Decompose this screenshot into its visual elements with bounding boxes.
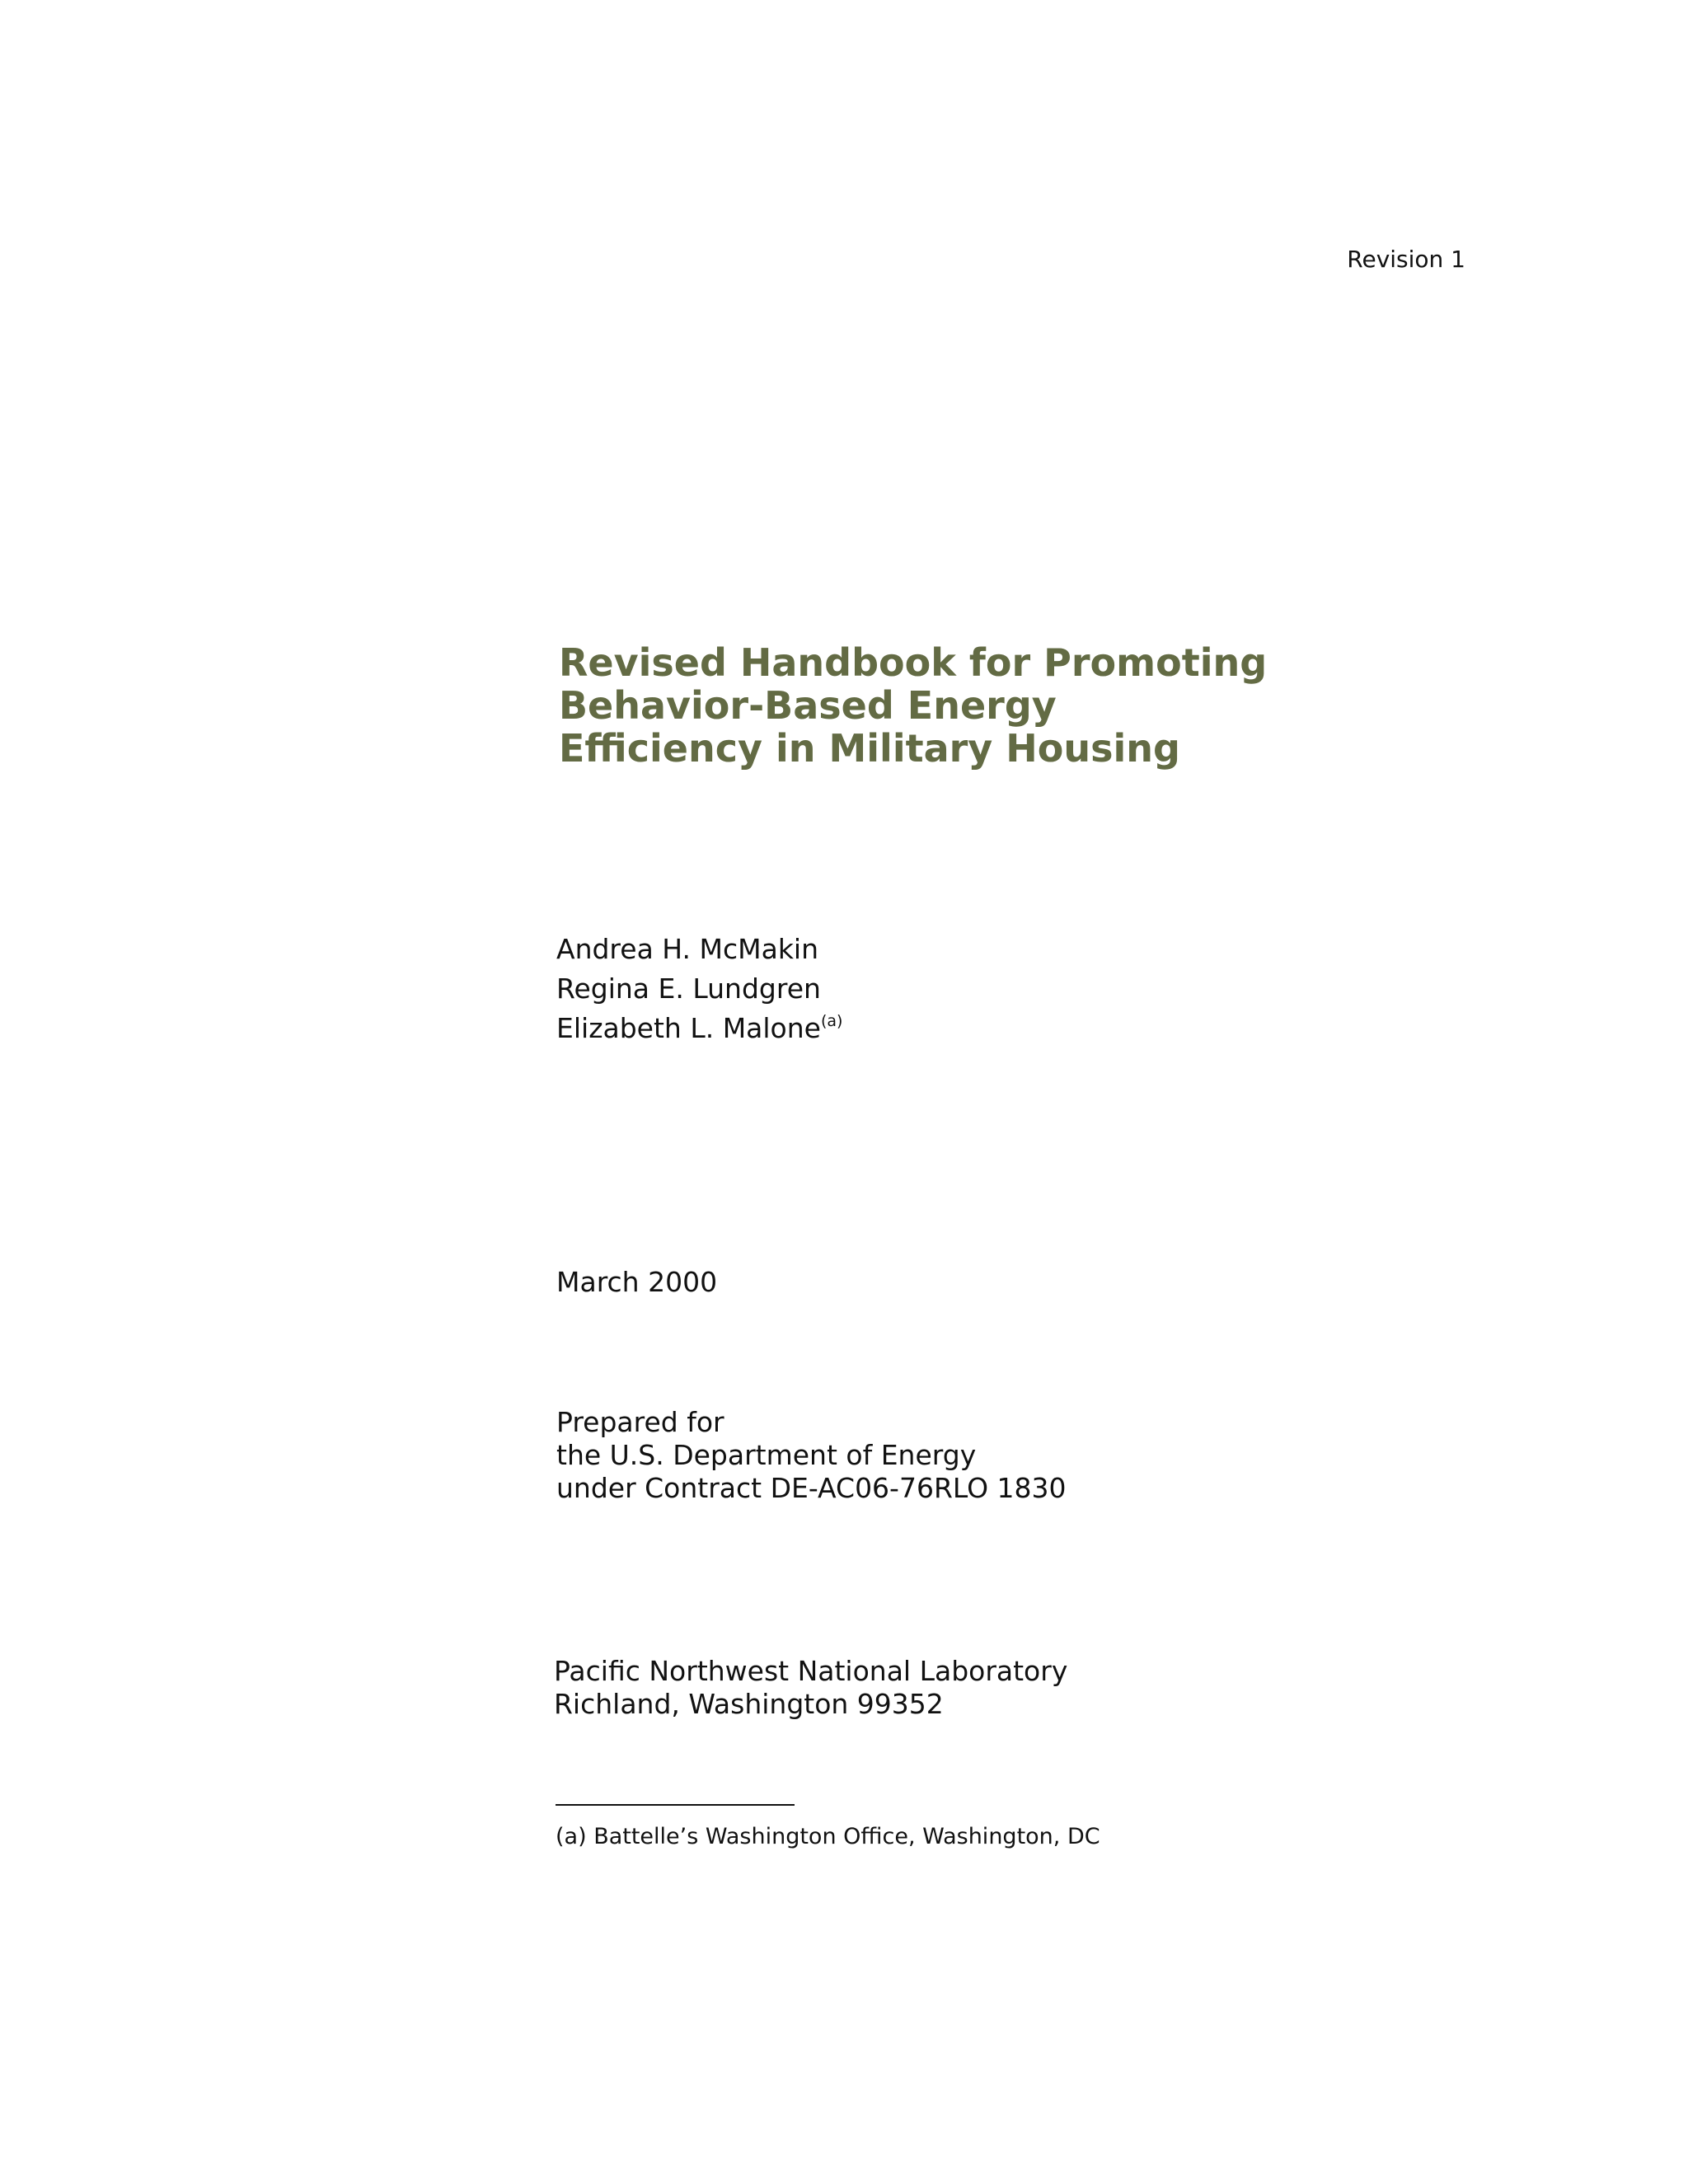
author-name-text: Elizabeth L. Malone (556, 1012, 821, 1044)
prepared-line: the U.S. Department of Energy (556, 1439, 977, 1471)
revision-label: Revision 1 (1347, 246, 1465, 273)
title-line: Revised Handbook for Promoting (559, 640, 1268, 685)
author-name (556, 969, 842, 1009)
author-name (556, 1009, 842, 1048)
author-name-text: Regina E. Lundgren (556, 972, 821, 1005)
publication-date: March 2000 (556, 1266, 718, 1298)
document-title (559, 641, 1301, 770)
prepared-line: Prepared for (556, 1406, 724, 1438)
author-name (556, 930, 842, 969)
lab-line: Richland, Washington 99352 (554, 1688, 944, 1720)
lab-line: Pacific Northwest National Laboratory (554, 1655, 1068, 1687)
footnote-divider (556, 1804, 795, 1806)
author-list (556, 930, 842, 1048)
title-line: Behavior-Based Energy (559, 683, 1057, 728)
prepared-line: under Contract DE-AC06-76RLO 1830 (556, 1472, 1067, 1504)
prepared-for-block (556, 1406, 1067, 1505)
footnote: (a) Battelle’s Washington Office, Washington, DC (556, 1824, 1100, 1849)
author-name-text: Andrea H. McMakin (556, 933, 819, 965)
affiliation-mark: (a) (820, 1012, 843, 1030)
title-line: Efficiency in Military Housing (559, 726, 1180, 771)
laboratory-block (554, 1655, 1067, 1721)
